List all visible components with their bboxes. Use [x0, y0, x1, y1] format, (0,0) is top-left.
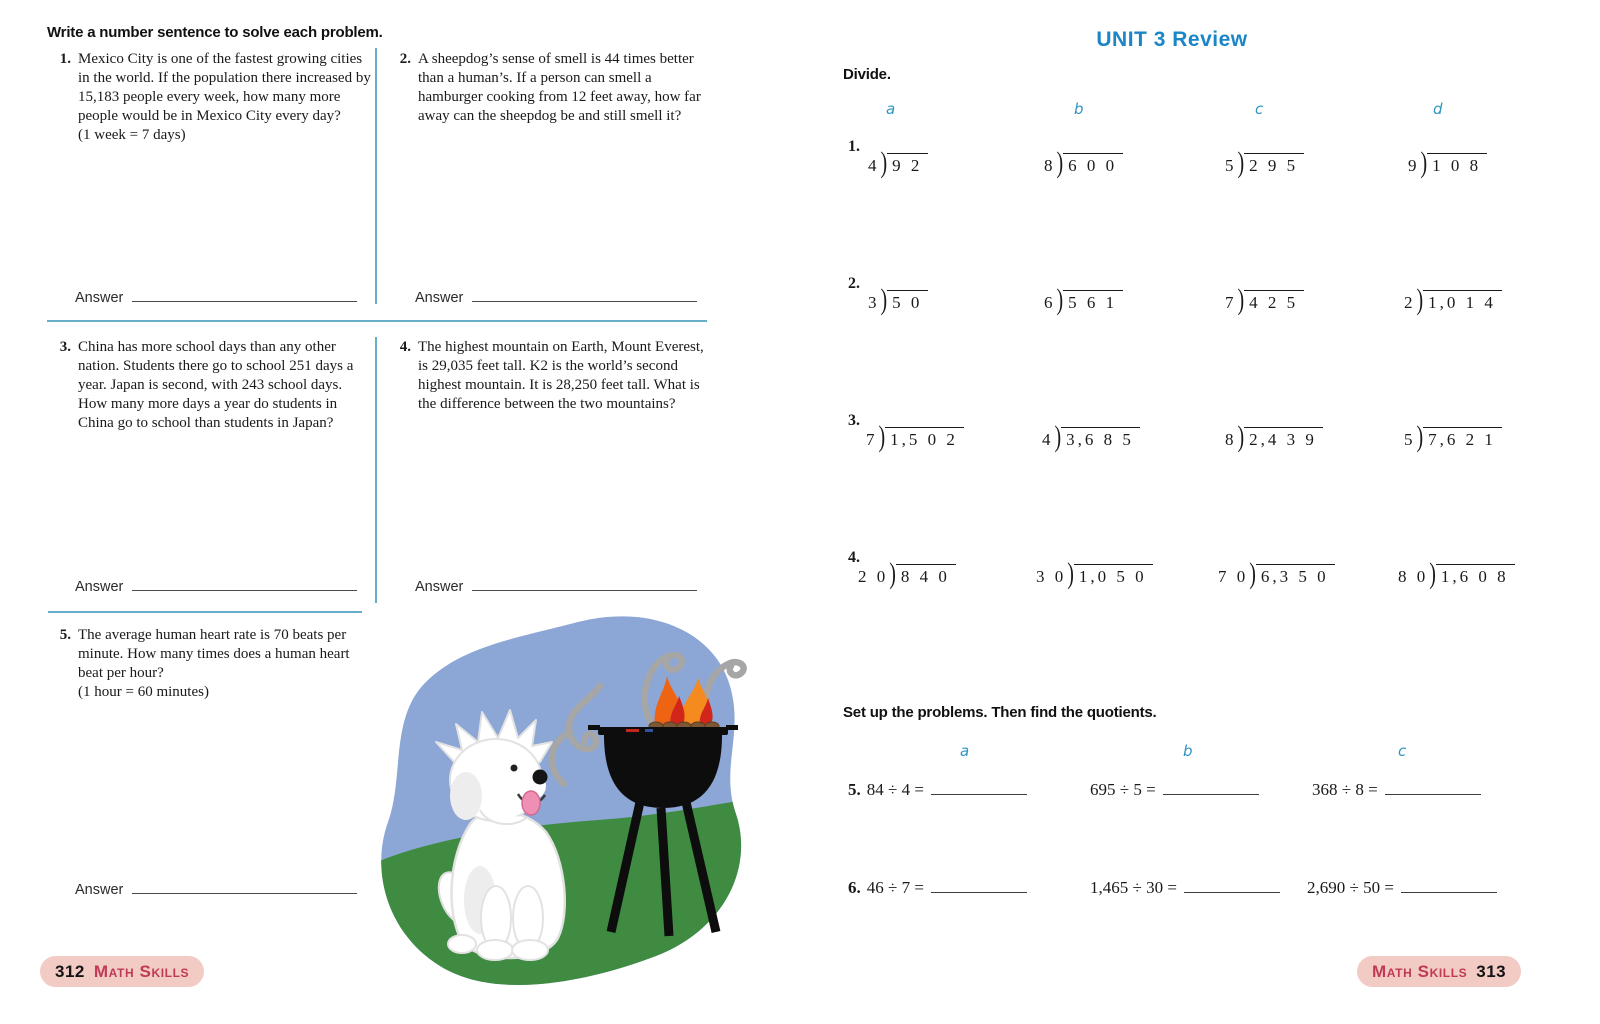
division-problem-1a[interactable]: [868, 146, 928, 180]
dividend: 1,6 0 8: [1436, 564, 1515, 585]
division-bracket: ): [1054, 420, 1062, 454]
divisor: 4: [1042, 430, 1054, 449]
quotient-item-6a: [848, 878, 1027, 898]
page-number: 313: [1476, 961, 1507, 981]
dividend: 5 0: [887, 290, 928, 311]
answer-blank[interactable]: [132, 288, 357, 302]
sheepdog-grill-illustration: [368, 600, 763, 1010]
answer-label: Answer: [75, 290, 124, 306]
division-problem-4c[interactable]: [1218, 557, 1335, 591]
division-problem-2a[interactable]: [868, 283, 928, 317]
answer-row-1: [75, 288, 357, 306]
right-page-footer: [1357, 956, 1521, 987]
left-page-heading: Write a number sentence to solve each problem.: [47, 24, 383, 41]
word-problem-2: [393, 50, 713, 126]
answer-row-3: [75, 577, 357, 595]
divisor: 9: [1408, 156, 1420, 175]
division-problem-1b[interactable]: [1044, 146, 1123, 180]
divisor: 7 0: [1218, 567, 1249, 586]
column-letter-a: a: [886, 100, 896, 118]
section-divider: [47, 320, 707, 322]
problem-text: The highest mountain on Earth, Mount Everest, is 29,035 feet tall. K2 is the world’s second highest mountain. It is 28,250 feet tall. What is the difference between the two mountains?: [418, 339, 704, 412]
setup-column-letter-b: b: [1183, 742, 1193, 760]
row-number: 2.: [848, 275, 860, 292]
page-number: 312: [55, 961, 85, 981]
divisor: 5: [1225, 156, 1237, 175]
quotient-item-6c: [1307, 878, 1497, 898]
divisor: 4: [868, 156, 880, 175]
setup-heading: Set up the problems. Then find the quotients.: [843, 704, 1157, 721]
divisor: 8: [1044, 156, 1056, 175]
division-bracket: ): [1237, 146, 1245, 180]
row-number: 3.: [848, 412, 860, 429]
division-problem-3d[interactable]: [1404, 420, 1502, 454]
division-problem-2d[interactable]: [1404, 283, 1502, 317]
answer-row-2: [415, 288, 697, 306]
division-bracket: ): [1429, 557, 1436, 591]
problem-text: The average human heart rate is 70 beats per minute. How many times does a human heart beat per hour?: [78, 627, 350, 681]
division-problem-2c[interactable]: [1225, 283, 1304, 317]
setup-column-letter-c: c: [1398, 742, 1407, 760]
answer-label: Answer: [415, 290, 464, 306]
division-bracket: ): [1420, 146, 1428, 180]
word-problem-4: [393, 338, 713, 414]
answer-row-4: [415, 577, 697, 595]
answer-blank[interactable]: [472, 577, 697, 591]
column-letter-b: b: [1074, 100, 1084, 118]
quotient-blank[interactable]: [1401, 879, 1497, 893]
divisor: 2: [1404, 293, 1416, 312]
dividend: 5 6 1: [1063, 290, 1123, 311]
section-divider: [48, 611, 362, 613]
answer-label: Answer: [415, 579, 464, 595]
division-bracket: ): [880, 283, 888, 317]
division-problem-3b[interactable]: [1042, 420, 1140, 454]
division-problem-4d[interactable]: [1398, 557, 1515, 591]
division-bracket: ): [1237, 420, 1245, 454]
division-problem-3c[interactable]: [1225, 420, 1323, 454]
problem-text: Mexico City is one of the fastest growing cities in the world. If the population there increased by 15,183 people every week, how many more people would be in Mexico City every day?: [78, 51, 371, 124]
expression: 695 ÷ 5 =: [1090, 780, 1156, 799]
quotient-item-5b: [1090, 780, 1259, 800]
problem-note: (1 hour = 60 minutes): [78, 684, 209, 700]
division-problem-1c[interactable]: [1225, 146, 1304, 180]
footer-label: Math Skills: [93, 961, 190, 981]
answer-blank[interactable]: [472, 288, 697, 302]
dividend: 2,4 3 9: [1244, 427, 1323, 448]
problem-note: (1 week = 7 days): [78, 127, 186, 143]
word-problem-5: [53, 626, 358, 702]
expression: 84 ÷ 4 =: [866, 780, 924, 799]
footer-label: Math Skills: [1372, 961, 1468, 981]
answer-row-5: [75, 880, 357, 898]
quotient-blank[interactable]: [931, 879, 1027, 893]
divide-heading: Divide.: [843, 66, 891, 83]
quotient-blank[interactable]: [1184, 879, 1280, 893]
word-problem-3: [53, 338, 373, 433]
answer-blank[interactable]: [132, 577, 357, 591]
division-bracket: ): [1067, 557, 1074, 591]
dividend: 1,0 5 0: [1074, 564, 1153, 585]
division-problem-4b[interactable]: [1036, 557, 1153, 591]
dividend: 1 0 8: [1427, 153, 1487, 174]
divisor: 3 0: [1036, 567, 1067, 586]
problem-number: 5.: [59, 627, 71, 643]
expression: 1,465 ÷ 30 =: [1090, 878, 1177, 897]
dividend: 6 0 0: [1063, 153, 1123, 174]
division-bracket: ): [1249, 557, 1256, 591]
answer-blank[interactable]: [132, 880, 357, 894]
divisor: 6: [1044, 293, 1056, 312]
divisor: 3: [868, 293, 880, 312]
divisor: 8: [1225, 430, 1237, 449]
quotient-item-6b: [1090, 878, 1280, 898]
dividend: 2 9 5: [1244, 153, 1304, 174]
problem-number: 2.: [399, 51, 411, 67]
word-problem-1: [53, 50, 373, 145]
divisor: 8 0: [1398, 567, 1429, 586]
problem-number: 3.: [59, 339, 71, 355]
quotient-blank[interactable]: [931, 781, 1027, 795]
division-bracket: ): [1416, 420, 1424, 454]
divisor: 7: [866, 430, 878, 449]
quotient-item-5c: [1312, 780, 1481, 800]
divisor: 7: [1225, 293, 1237, 312]
column-letter-d: d: [1433, 100, 1443, 118]
quotient-item-5a: [848, 780, 1027, 800]
divisor: 2 0: [858, 567, 889, 586]
row-number: 6.: [848, 878, 861, 897]
dividend: 3,6 8 5: [1061, 427, 1140, 448]
division-bracket: ): [878, 420, 886, 454]
dividend: 4 2 5: [1244, 290, 1304, 311]
division-problem-1d[interactable]: [1408, 146, 1487, 180]
unit-review-title: UNIT 3 Review: [1096, 28, 1248, 51]
problem-text: A sheepdog’s sense of smell is 44 times better than a human’s. If a person can smell a hamburger cooking from 12 feet away, how far away can the sheepdog be and still smell it?: [418, 51, 701, 124]
column-divider: [375, 337, 377, 603]
expression: 368 ÷ 8 =: [1312, 780, 1378, 799]
quotient-blank[interactable]: [1163, 781, 1259, 795]
expression: 2,690 ÷ 50 =: [1307, 878, 1394, 897]
division-bracket: ): [1237, 283, 1245, 317]
dividend: 1,5 0 2: [885, 427, 964, 448]
row-number: 1.: [848, 138, 860, 155]
division-bracket: ): [1056, 283, 1064, 317]
left-page-footer: [40, 956, 204, 987]
divisor: 5: [1404, 430, 1416, 449]
answer-label: Answer: [75, 882, 124, 898]
division-bracket: ): [1416, 283, 1424, 317]
problem-number: 4.: [399, 339, 411, 355]
division-problem-2b[interactable]: [1044, 283, 1123, 317]
setup-column-letter-a: a: [960, 742, 970, 760]
column-letter-c: c: [1255, 100, 1264, 118]
row-number: 5.: [848, 780, 861, 799]
division-problem-3a[interactable]: [866, 420, 964, 454]
quotient-blank[interactable]: [1385, 781, 1481, 795]
dividend: 7,6 2 1: [1423, 427, 1502, 448]
row-number: 4.: [848, 549, 860, 566]
dividend: 9 2: [887, 153, 928, 174]
answer-label: Answer: [75, 579, 124, 595]
dividend: 1,0 1 4: [1423, 290, 1502, 311]
problem-number: 1.: [59, 51, 71, 67]
dividend: 6,3 5 0: [1256, 564, 1335, 585]
division-bracket: ): [889, 557, 896, 591]
column-divider: [375, 48, 377, 304]
division-problem-4a[interactable]: [858, 557, 956, 591]
expression: 46 ÷ 7 =: [866, 878, 924, 897]
division-bracket: ): [880, 146, 888, 180]
division-bracket: ): [1056, 146, 1064, 180]
problem-text: China has more school days than any other nation. Students there go to school 251 days a year. Japan is second, with 243 school days. How many more days a year do students in China go to school than students in Japan?: [78, 339, 354, 431]
dividend: 8 4 0: [896, 564, 956, 585]
